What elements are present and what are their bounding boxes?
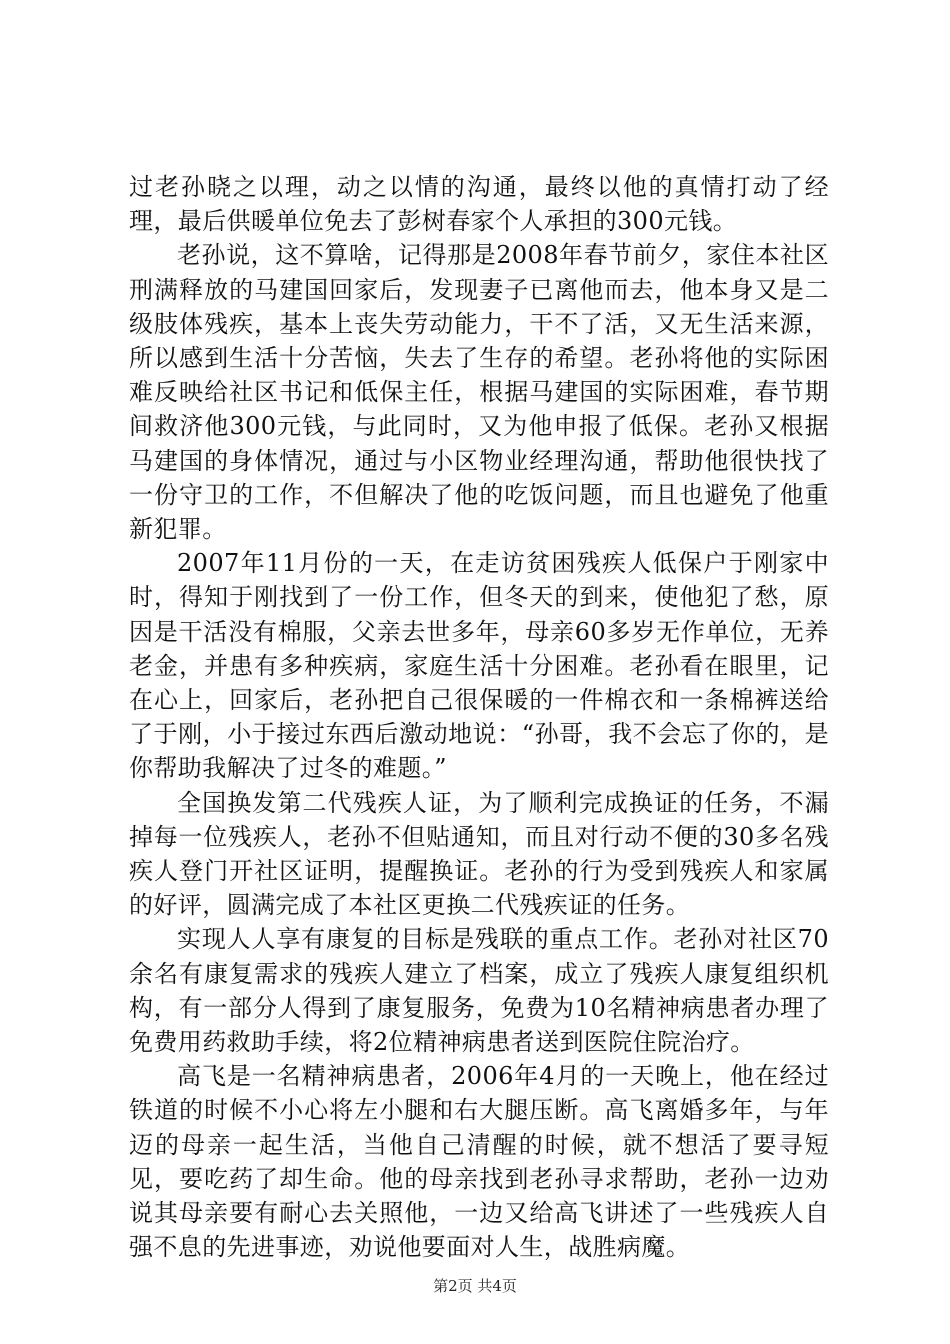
paragraph-gao-fei: 高飞是一名精神病患者，2006年4月的一天晚上，他在经过铁道的时候不小心将左小腿和右大腿压断。高飞离婚多年，与年迈的母亲一起生活，当他自己清醒的时候，就不想活了要寻短见，要吃药了却生命。他的母亲找到老孙寻求帮助，老孙一边劝说其母亲要有耐心去关照他，一边又给高飞讲述了一些残疾人自强不息的先进事迹，劝说他要面对人生，战胜病魔。 [129,1062,829,1262]
paragraph-continued: 过老孙晓之以理，动之以情的沟通，最终以他的真情打动了经理，最后供暖单位免去了彭树春家个人承担的300元钱。 [129,173,829,236]
page-footer: 第2页 共4页 [433,1277,517,1295]
paragraph-ma-jianguo: 老孙说，这不算啥，记得那是2008年春节前夕，家住本社区刑满释放的马建国回家后，发现妻子已离他而去，他本身又是二级肢体残疾，基本上丧失劳动能力，干不了活，又无生活来源，所以感到生活十分苦恼，失去了生存的希望。老孙将他的实际困难反映给社区书记和低保主任，根据马建国的实际困难，春节期间救济他300元钱，与此同时，又为他申报了低保。老孙又根据马建国的身体情况，通过与小区物业经理沟通，帮助他很快找了一份守卫的工作，不但解决了他的吃饭问题，而且也避免了他重新犯罪。 [129,241,829,544]
paragraph-yu-gang: 2007年11月份的一天，在走访贫困残疾人低保户于刚家中时，得知于刚找到了一份工作，但冬天的到来，使他犯了愁，原因是干活没有棉服，父亲去世多年，母亲60多岁无作单位，无养老金，并患有多种疾病，家庭生活十分困难。老孙看在眼里，记在心上，回家后，老孙把自己很保暖的一件棉衣和一条棉裤送给了于刚，小于接过东西后激动地说：“孙哥，我不会忘了你的，是你帮助我解决了过冬的难题。” [129,549,829,783]
paragraph-disability-certificate: 全国换发第二代残疾人证，为了顺利完成换证的任务，不漏掉每一位残疾人，老孙不但贴通知，而且对行动不便的30多名残疾人登门开社区证明，提醒换证。老孙的行为受到残疾人和家属的好评，圆满完成了本社区更换二代残疾证的任务。 [129,788,829,920]
paragraph-rehabilitation: 实现人人享有康复的目标是残联的重点工作。老孙对社区70余名有康复需求的残疾人建立了档案，成立了残疾人康复组织机构，有一部分人得到了康复服务，免费为10名精神病患者办理了免费用药救助手续，将2位精神病患者送到医院住院治疗。 [129,925,829,1057]
document-body [129,170,829,1265]
